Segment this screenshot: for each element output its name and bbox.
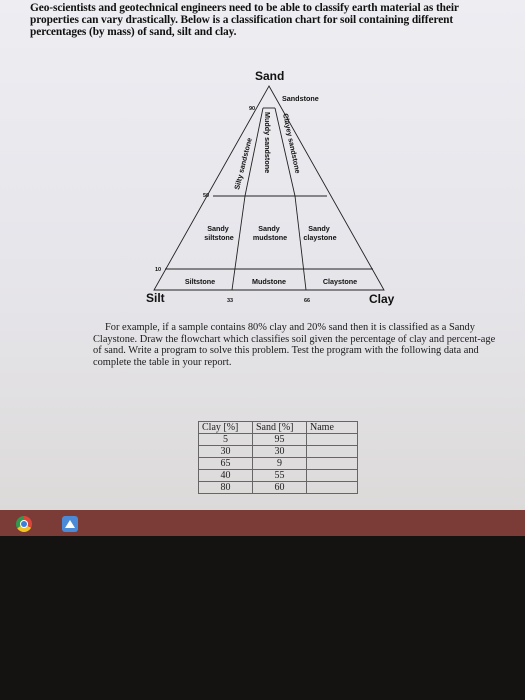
column-header-clay: Clay [%] — [199, 422, 253, 434]
table-row — [199, 470, 358, 482]
drive-icon[interactable] — [62, 516, 78, 532]
zone-label-sandy-mudstone-line2: mudstone — [252, 233, 288, 242]
zone-label-siltstone: Siltstone — [184, 277, 216, 286]
table-cell-sand: 9 — [253, 458, 307, 470]
tick-clay-33: 33 — [226, 298, 234, 304]
table-cell-clay: 40 — [199, 470, 253, 482]
table-row — [199, 446, 358, 458]
tick-clay-66: 66 — [303, 298, 311, 304]
table-header-row — [199, 422, 358, 434]
zone-label-clayey-sandstone: Clayey sandstone — [281, 112, 303, 175]
table-cell-sand: 95 — [253, 434, 307, 446]
table-cell-clay: 30 — [199, 446, 253, 458]
zone-label-sandstone: Sandstone — [282, 94, 319, 103]
example-paragraph: For example, if a sample contains 80% clay and 20% sand then it is classified as a Sandy Claystone. Draw the flowchart which classifies soil given the percentage of clay and percent-age of sand. Write a program to solve this problem. Test the program with the following data and complete the table in your report. — [93, 322, 496, 368]
zone-label-sandy-mudstone — [253, 224, 287, 242]
intro-paragraph: Geo-scientists and geotechnical engineers need to be able to classify earth material as their properties can vary drastically. Below is a classification chart for soil containing different percentages (by mass) of sand, silt and clay. — [30, 2, 459, 38]
table-cell-clay: 80 — [199, 482, 253, 494]
zone-label-muddy-sandstone: Muddy sandstone — [263, 112, 272, 174]
vertex-label-clay: Clay — [369, 292, 395, 306]
table-cell-sand: 60 — [253, 482, 307, 494]
zone-label-mudstone: Mudstone — [252, 277, 286, 286]
table-cell-name — [307, 482, 358, 494]
zone-label-sandy-claystone-line1: Sandy — [308, 224, 330, 233]
table-row — [199, 458, 358, 470]
table-cell-clay: 65 — [199, 458, 253, 470]
zone-label-sandy-siltstone-line1: Sandy — [207, 224, 229, 233]
table-cell-name — [307, 470, 358, 482]
zone-label-silty-sandstone: Silty sandstone — [232, 136, 254, 191]
chrome-icon[interactable] — [16, 516, 32, 532]
table-row — [199, 434, 358, 446]
table-cell-sand: 30 — [253, 446, 307, 458]
vertex-label-sand: Sand — [255, 69, 285, 83]
table-row — [199, 482, 358, 494]
column-header-name: Name — [307, 422, 358, 434]
table-cell-clay: 5 — [199, 434, 253, 446]
tick-sand-50: 50 — [203, 193, 210, 199]
classification-table — [198, 421, 358, 494]
table-cell-sand: 55 — [253, 470, 307, 482]
tick-sand-10: 10 — [155, 267, 162, 273]
monitor-bezel — [0, 536, 525, 700]
lower-right-divider — [295, 196, 306, 290]
zone-label-sandy-claystone-line2: claystone — [303, 233, 337, 242]
lower-left-divider — [232, 196, 245, 290]
table-cell-name — [307, 446, 358, 458]
table-cell-name — [307, 434, 358, 446]
table-cell-name — [307, 458, 358, 470]
column-header-sand: Sand [%] — [253, 422, 307, 434]
zone-label-sandy-mudstone-line1: Sandy — [258, 224, 280, 233]
tick-sand-90: 90 — [249, 106, 256, 112]
vertex-label-silt: Silt — [146, 291, 165, 305]
zone-label-sandy-siltstone-line2: siltstone — [204, 233, 234, 242]
zone-label-sandy-siltstone — [204, 224, 234, 242]
zone-label-sandy-claystone — [303, 224, 336, 242]
zone-label-claystone: Claystone — [322, 277, 358, 286]
taskbar — [0, 510, 525, 536]
